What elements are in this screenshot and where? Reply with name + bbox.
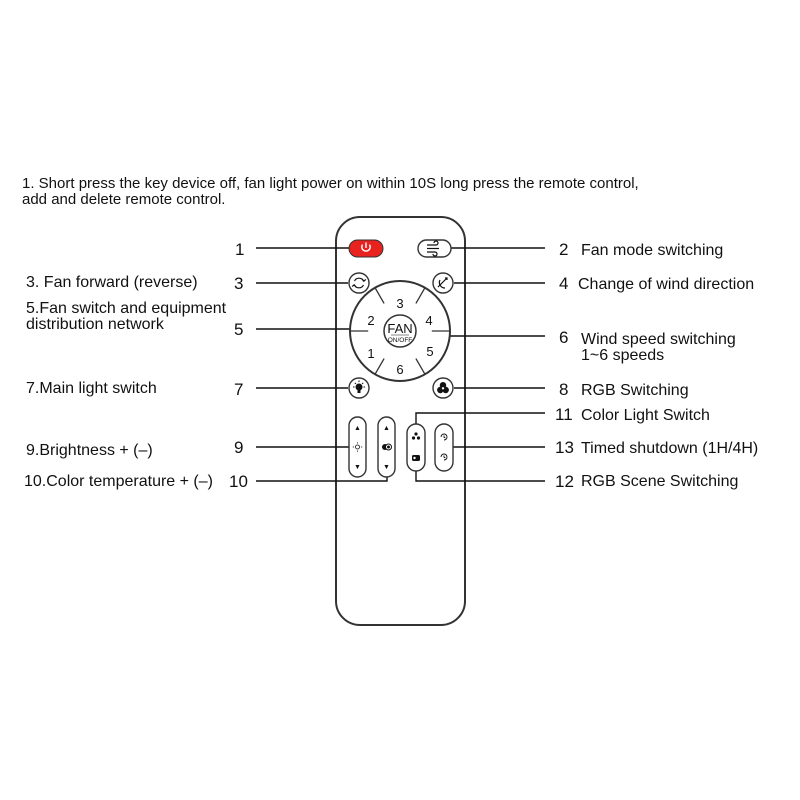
callout-number-7: 7 (234, 380, 244, 399)
main-light-button[interactable] (349, 378, 369, 398)
speed-4-button[interactable] (425, 313, 432, 328)
label-wind-direction: Change of wind direction (578, 276, 755, 293)
callout-number-13: 13 (555, 438, 574, 457)
speed-2-label: 2 (367, 313, 375, 328)
callout-number-3: 3 (234, 274, 244, 293)
rgb-scene-button[interactable] (412, 455, 420, 461)
speed-5-button[interactable] (426, 344, 433, 359)
label-fan-switch-line2: distribution network (26, 316, 164, 333)
label-fan-forward-reverse: 3. Fan forward (reverse) (26, 274, 198, 291)
color-scene-pill (407, 424, 425, 471)
brightness-down-button[interactable]: ▼ (354, 464, 361, 471)
speed-5-label: 5 (426, 344, 434, 359)
color-temp-up-button[interactable]: ▲ (383, 425, 390, 432)
fan-onoff-button[interactable] (384, 315, 416, 347)
color-temp-down-button[interactable]: ▼ (383, 464, 390, 471)
callout-number-4: 4 (559, 274, 569, 293)
callout-number-6: 6 (559, 328, 569, 347)
speed-1-button[interactable] (367, 346, 374, 361)
wind-direction-button[interactable] (433, 273, 453, 293)
timer-pill (435, 424, 453, 471)
label-wind-speed-line2: 1~6 speeds (581, 347, 665, 364)
instruction-line-2: add and delete remote control. (22, 191, 226, 208)
speed-3-button[interactable] (396, 296, 403, 311)
forward-reverse-button[interactable] (349, 273, 369, 293)
callout-number-12: 12 (555, 472, 574, 491)
callout-number-11: 11 (555, 405, 573, 424)
callout-number-9: 9 (234, 438, 244, 457)
label-rgb-scene: RGB Scene Switching (581, 473, 739, 490)
color-temp-icon (382, 444, 392, 450)
label-rgb-switching: RGB Switching (581, 382, 689, 399)
callout-number-2: 2 (559, 240, 569, 259)
scene-icon (412, 455, 420, 461)
fan-label: FAN (387, 321, 413, 336)
rgb-button[interactable] (433, 378, 453, 398)
color-temperature-pill (378, 417, 395, 477)
onoff-label: ON/OFF (387, 337, 413, 344)
instruction-line-1: 1. Short press the key device off, fan light power on within 10S long press the remote control, (22, 175, 639, 192)
label-main-light: 7.Main light switch (26, 380, 157, 397)
label-fan-mode-switching: Fan mode switching (581, 242, 724, 259)
speed-2-button[interactable] (367, 313, 374, 328)
speed-1-label: 1 (367, 346, 375, 361)
label-timed-shutdown: Timed shutdown (1H/4H) (581, 440, 759, 457)
fan-mode-button[interactable] (418, 240, 451, 257)
callout-number-8: 8 (559, 380, 569, 399)
label-brightness: 9.Brightness + (–) (26, 442, 153, 459)
speed-4-label: 4 (425, 313, 433, 328)
callout-number-5: 5 (234, 320, 244, 339)
brightness-up-button[interactable]: ▲ (354, 425, 361, 432)
brightness-pill (349, 417, 366, 477)
power-button[interactable] (349, 240, 383, 257)
label-fan-switch-line1: 5.Fan switch and equipment (26, 300, 227, 317)
speed-3-label: 3 (396, 296, 404, 311)
callout-number-10: 10 (229, 472, 248, 491)
speed-6-label: 6 (396, 362, 404, 377)
speed-6-button[interactable] (396, 362, 403, 377)
label-color-light-switch: Color Light Switch (581, 407, 710, 424)
label-wind-speed-line1: Wind speed switching (581, 331, 736, 348)
label-color-temperature: 10.Color temperature + (–) (24, 473, 213, 490)
fan-dial (350, 281, 450, 381)
callout-number-1: 1 (235, 240, 245, 259)
